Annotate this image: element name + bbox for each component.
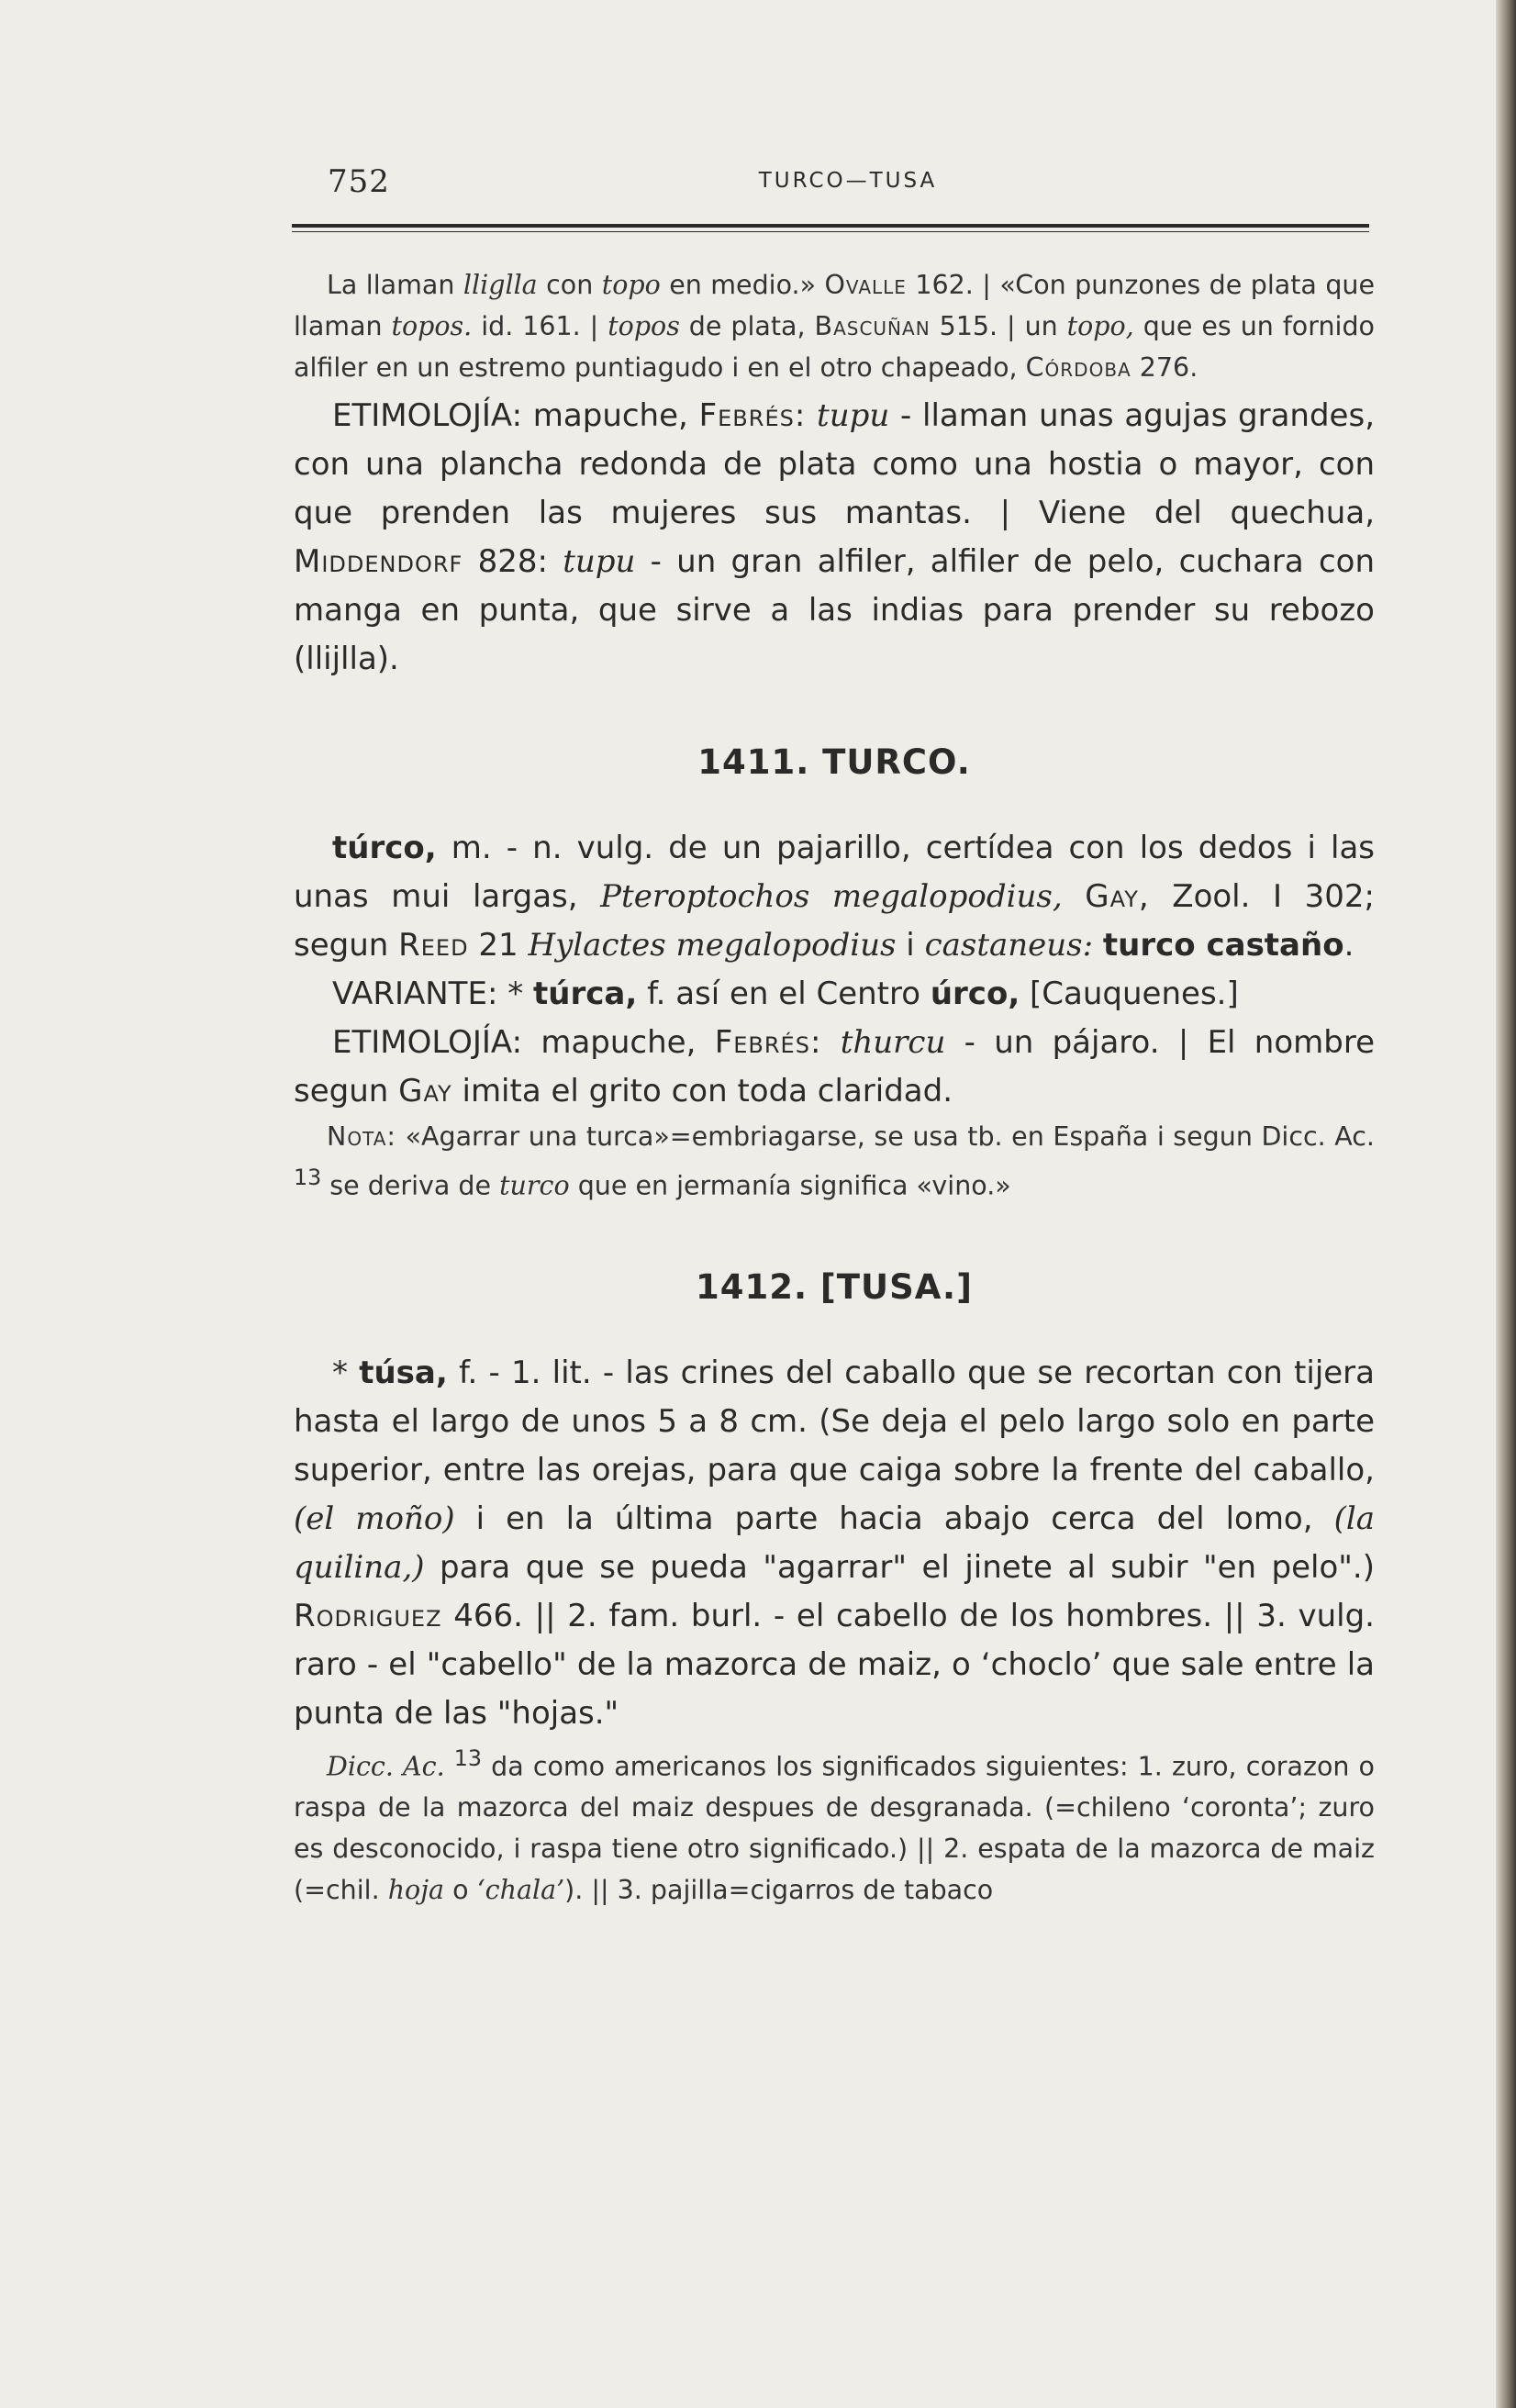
entry-1412-definition: * túsa, f. - 1. lit. - las crines del caballo que se recortan con tijera hasta el largo de unos 5 a 8 cm. (Se deja el pelo largo solo en parte superior, entre las orejas, para que caiga sobre la frente del caballo, (el moño) i en la última parte hacia abajo cerca del lomo, (la quilina,) para que se pueda "agarrar" el jinete al subir "en pelo".) Rodriguez 466. || 2. fam. burl. - el cabello de los hombres. || 3. vulg. raro - el "cabello" de la mazorca de maiz, o ‘choclo’ que sale entre la punta de las "hojas.": [294, 1354, 1375, 1732]
entry-1412-heading: 1412. [TUSA.]: [695, 1266, 974, 1307]
entry-1411-definition: túrco, m. - n. vulg. de un pajarillo, certídea con los dedos i las unas mui largas, Pteroptochos megalopodius, Gay, Zool. I 302; segun Reed 21 Hylactes megalopodius i castaneus: turco castaño.: [294, 830, 1376, 964]
entry-1411-variante: VARIANTE: * túrca, f. así en el Centro úrco, [Cauquenes.]: [332, 975, 1239, 1012]
entry-1411-etymology: ETIMOLOJÍA: mapuche, Febrés: thurcu - un pájaro. | El nombre segun Gay imita el grito con toda claridad.: [294, 1024, 1375, 1109]
entry-1411-heading: 1411. TURCO.: [697, 742, 971, 782]
running-head: TURCO—TUSA: [758, 169, 938, 193]
topo-citations: La llaman lliglla con topo en medio.» Ovalle 162. | «Con punzones de plata que llaman topos. id. 161. | topos de plata, Bascuñan 515. | un topo, que es un fornido alfiler en un estremo puntiagudo i en el otro chapeado, Córdoba 276.: [294, 270, 1376, 383]
page-header: [328, 163, 1368, 200]
entry-1411-nota: Nota: «Agarrar una turca»=embriagarse, se usa tb. en España i segun Dicc. Ac. $^{13}$ se deriva de turco que en jermanía significa «vino.»: [294, 1121, 1375, 1201]
page-number: 752: [328, 163, 390, 200]
page-edge-shadow: [1496, 0, 1516, 2408]
topo-etymology: ETIMOLOJÍA: mapuche, Febrés: tupu - llaman unas agujas grandes, con una plancha redonda de plata como una hostia o mayor, con que prenden las mujeres sus mantas. | Viene del quechua, Middendorf 828: tupu - un gran alfiler, alfiler de pelo, cuchara con manga en punta, que sirve a las indias para prender su rebozo (llijlla).: [294, 397, 1376, 677]
entry-1412-dicc-note: Dicc. Ac. $^{13}$ da como americanos los significados siguientes: 1. zuro, corazon o raspa de la mazorca del maiz despues de desgranada. (=chileno ‘coronta’; zuro es desconocido, i raspa tiene otro significado.) || 2. espata de la mazorca de maiz (=chil. hoja o ‘chala’). || 3. pajilla=cigarros de tabaco: [294, 1745, 1375, 1905]
header-rule-thin: [292, 231, 1369, 232]
header-rule: [292, 224, 1369, 228]
page-body: [294, 257, 1375, 1911]
